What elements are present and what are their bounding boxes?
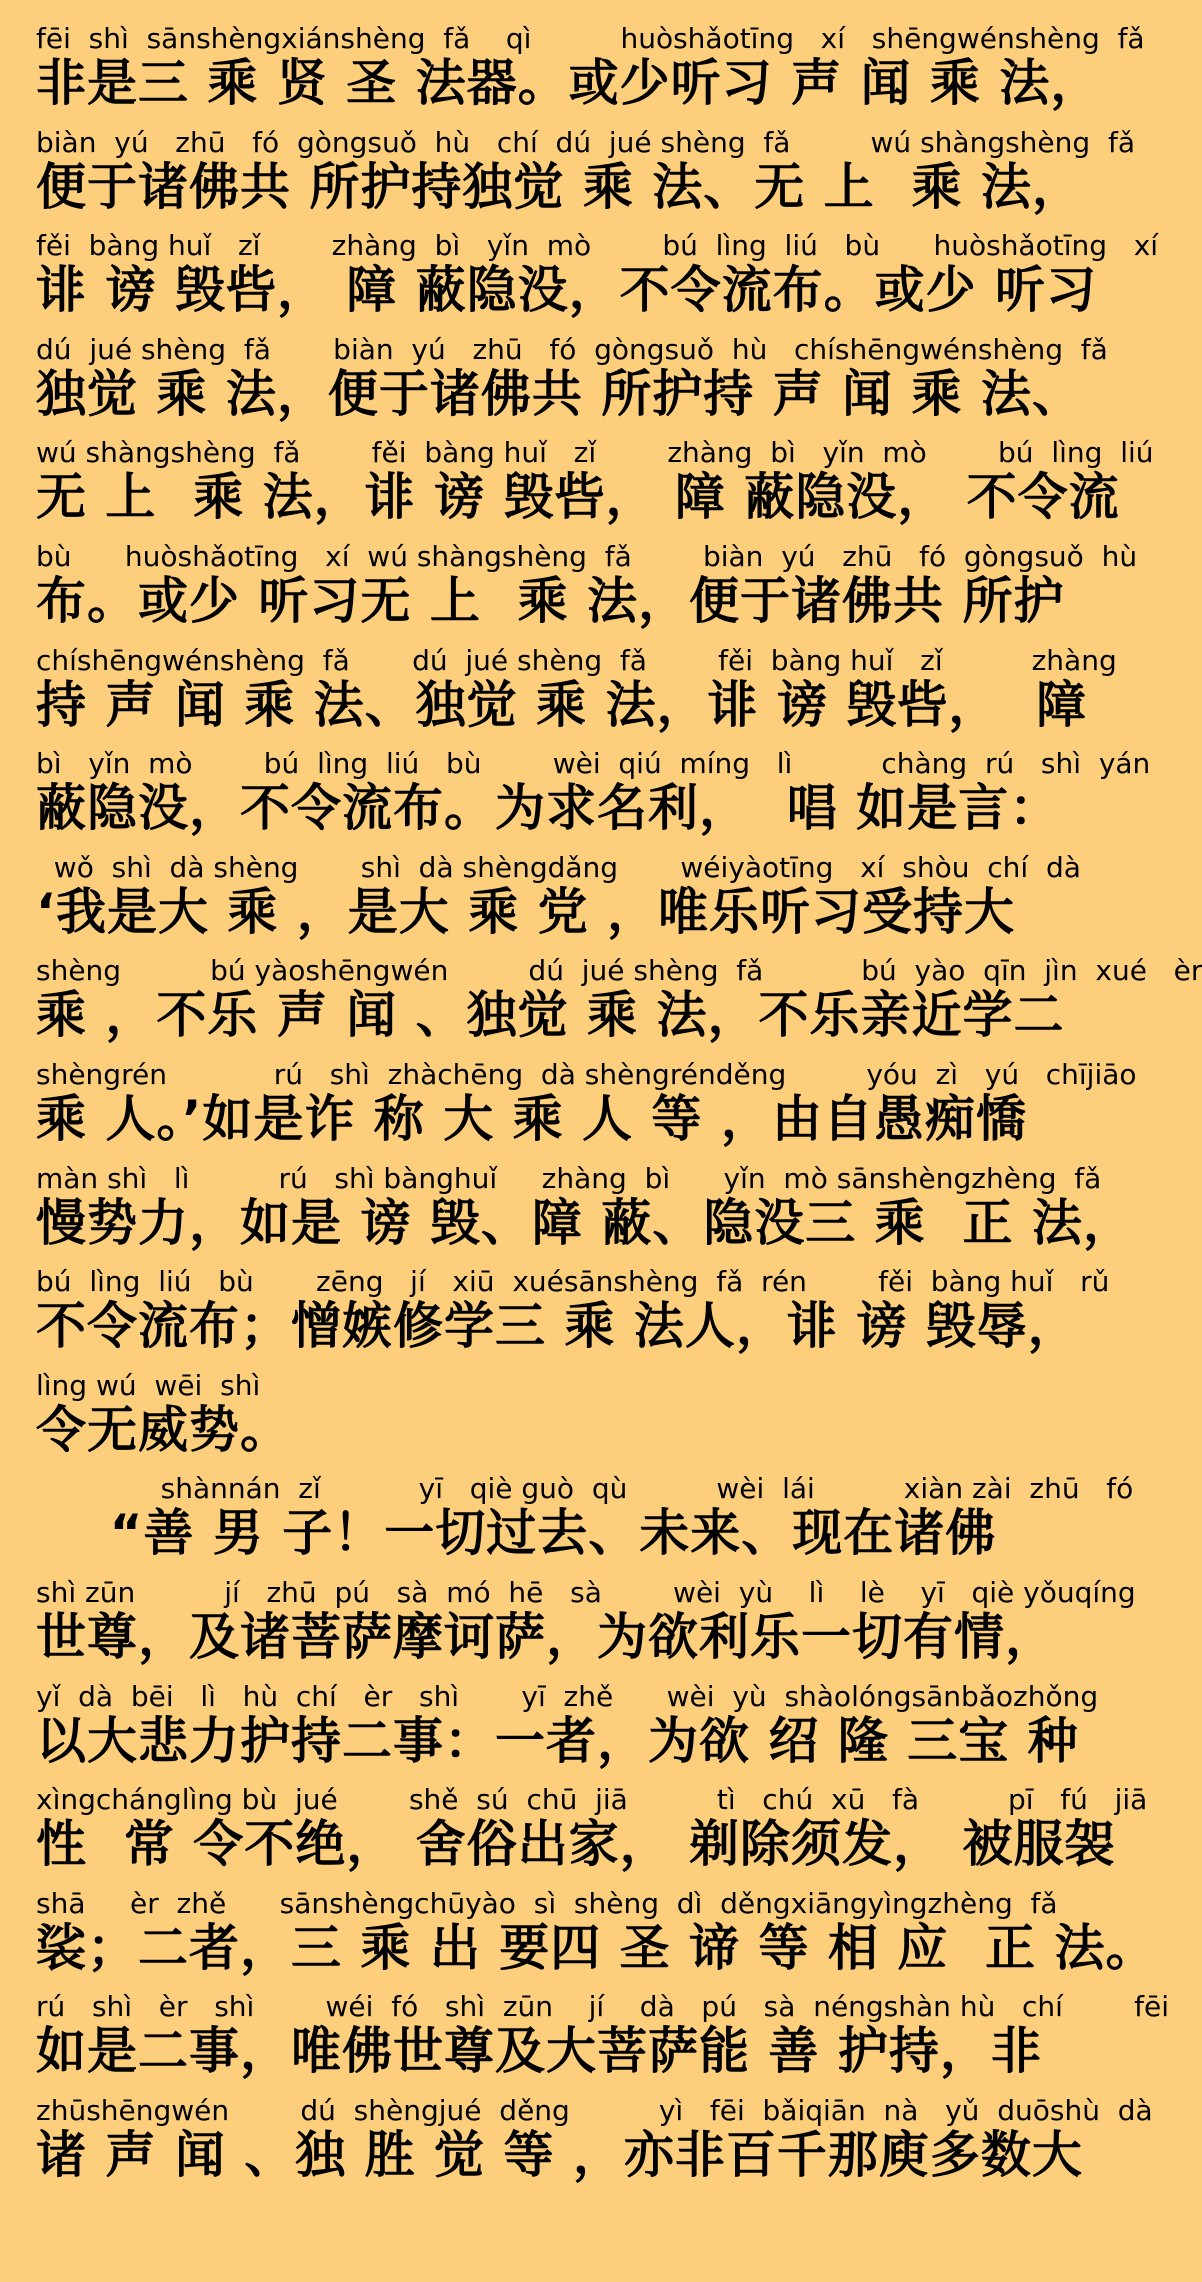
pinyin-line: chíshēngwénshèng fǎ dú jué shèng fǎ fěi bàng huǐ zǐ zhàng <box>36 643 1117 677</box>
text-line <box>0 1265 1110 1365</box>
text-line <box>0 1990 1170 2090</box>
pinyin-line: shèng bú yàoshēngwén dú jué shèng fǎ bú yào qīn jìn xué èr <box>36 954 1202 988</box>
text-line <box>0 851 1080 951</box>
hanzi-line: “善 男 子！一切过去、未来、现在诸佛 <box>36 1504 997 1563</box>
hanzi-line: 令无威势。 <box>36 1400 291 1459</box>
hanzi-line: 布。或少 听习无 上 乘 法，便于诸佛共 所护 <box>36 572 1065 630</box>
hanzi-line: 如是二事，唯佛世尊及大菩萨能 善 护持，非 <box>36 2022 1042 2081</box>
text-line <box>0 954 1202 1054</box>
hanzi-line: 独觉 乘 法，便于诸佛共 所护持 声 闻 乘 法、 <box>36 364 1083 423</box>
pinyin-line: shèngrén rú shì zhàchēng dà shèngrénděng yóu zì yú chījiāo <box>36 1058 1137 1091</box>
pinyin-line: fěi bàng huǐ zǐ zhàng bì yǐn mò bú lìng liú bù huòshǎotīng xí <box>36 229 1159 263</box>
text-line <box>0 1679 1099 1780</box>
pinyin-line: biàn yú zhū fó gòngsuǒ hù chí dú jué shèng fǎ wú shàngshèng fǎ <box>36 125 1135 159</box>
hanzi-line: 以大悲力护持二事：一者，为欲 绍 隆 三宝 种 <box>36 1711 1079 1770</box>
pinyin-line: yǐ dà bēi lì hù chí èr shì yī zhě wèi yù shàolóngsānbǎozhǒng <box>36 1679 1099 1713</box>
text-line <box>0 1576 1136 1676</box>
hanzi-line: 非是三 乘 贤 圣 法器。或少听习 声 闻 乘 法， <box>36 54 1102 112</box>
text-line <box>0 1161 1134 1262</box>
text-line <box>0 1783 1148 1883</box>
pinyin-line: bù huòshǎotīng xí wú shàngshèng fǎ biàn yú zhū fó gòngsuǒ hù <box>36 540 1138 573</box>
hanzi-line: 裟；二者，三 乘 出 要四 圣 谛 等 相 应 正 法。 <box>36 1918 1157 1977</box>
hanzi-line: 乘 ，不乐 声 闻 、独觉 乘 法，不乐亲近学二 <box>36 986 1065 1045</box>
text-line <box>0 332 1108 433</box>
text-line <box>0 125 1135 226</box>
hanzi-line: 持 声 闻 乘 法、独觉 乘 法，诽 谤 毁呰， 障 <box>36 675 1088 734</box>
hanzi-line: 乘 人。’如是诈 称 大 乘 人 等 ，由自愚痴憍 <box>36 1090 1027 1148</box>
pinyin-line: màn shì lì rú shì bànghuǐ zhàng bì yǐn mò sānshèngzhèng fǎ <box>36 1161 1102 1195</box>
pinyin-line: shànnán zǐ yī qiè guò qù wèi lái xiàn zài zhū fó <box>36 1472 1134 1506</box>
pinyin-line: dú jué shèng fǎ biàn yú zhū fó gòngsuǒ hù chíshēngwénshèng fǎ <box>36 332 1108 366</box>
pinyin-line: zhūshēngwén dú shèngjué děng yì fēi bǎiqiān nà yǔ duōshù dà <box>36 2094 1153 2127</box>
hanzi-line: 不令流布；憎嫉修学三 乘 法人，诽 谤 毁辱， <box>36 1297 1079 1356</box>
text-line <box>0 643 1117 744</box>
text-line <box>0 229 1159 329</box>
pinyin-line: wú shàngshèng fǎ fěi bàng huǐ zǐ zhàng bì yǐn mò bú lìng liú <box>36 436 1154 470</box>
hanzi-line: 无 上 乘 法，诽 谤 毁呰， 障 蔽隐没， 不令流 <box>36 468 1120 527</box>
hanzi-line: 性 常 令不绝， 舍俗出家， 剃除须发， 被服袈 <box>36 1815 1116 1874</box>
hanzi-line: 慢势力，如是 谤 毁、障 蔽、隐没三 乘 正 法， <box>36 1193 1134 1252</box>
text-line <box>0 540 1138 640</box>
pinyin-line: wǒ shì dà shèng shì dà shèngdǎng wéiyàotīng xí shòu chí dà <box>36 850 1081 884</box>
text-line <box>0 22 1145 122</box>
hanzi-line: 蔽隐没，不令流布。为求名利， 唱 如是言： <box>36 779 1061 838</box>
pinyin-line: shì zūn jí zhū pú sà mó hē sà wèi yù lì lè yī qiè yǒuqíng <box>36 1576 1136 1609</box>
text-line <box>0 1472 1134 1572</box>
hanzi-line: 诽 谤 毁呰， 障 蔽隐没，不令流布。或少 听习 <box>36 261 1098 320</box>
pinyin-line: xìngchánglìng bù jué shě sú chū jiā tì chú xū fà pī fú jiā <box>36 1783 1148 1817</box>
pinyin-line: lìng wú wēi shì <box>36 1368 261 1402</box>
hanzi-line: 便于诸佛共 所护持独觉 乘 法、无 上 乘 法， <box>36 157 1083 216</box>
text-line <box>0 747 1151 847</box>
pinyin-line: shā èr zhě sānshèngchūyào sì shèng dì děngxiāngyìngzhèng fǎ <box>36 1886 1058 1920</box>
text-line <box>0 1886 1157 1987</box>
pinyin-line: rú shì èr shì wéi fó shì zūn jí dà pú sà néngshàn hù chí fēi <box>36 1990 1170 2024</box>
pinyin-line: fēi shì sānshèngxiánshèng fǎ qì huòshǎotīng xí shēngwénshèng fǎ <box>36 22 1145 55</box>
hanzi-line: ‘我是大 乘 ，是大 乘 党 ，唯乐听习受持大 <box>36 882 1016 941</box>
pinyin-line: bú lìng liú bù zēng jí xiū xuésānshèng fǎ rén fěi bàng huǐ rǔ <box>36 1265 1110 1299</box>
pinyin-line: bì yǐn mò bú lìng liú bù wèi qiú míng lì chàng rú shì yán <box>36 747 1151 781</box>
hanzi-line: 诸 声 闻 、独 胜 觉 等 ，亦非百千那庾多数大 <box>36 2126 1083 2184</box>
text-line <box>0 436 1154 536</box>
text-line <box>0 2094 1153 2194</box>
hanzi-line: 世尊，及诸菩萨摩诃萨，为欲利乐一切有情， <box>36 1608 1056 1666</box>
text-line <box>0 1058 1137 1158</box>
text-line <box>0 1369 1080 1469</box>
